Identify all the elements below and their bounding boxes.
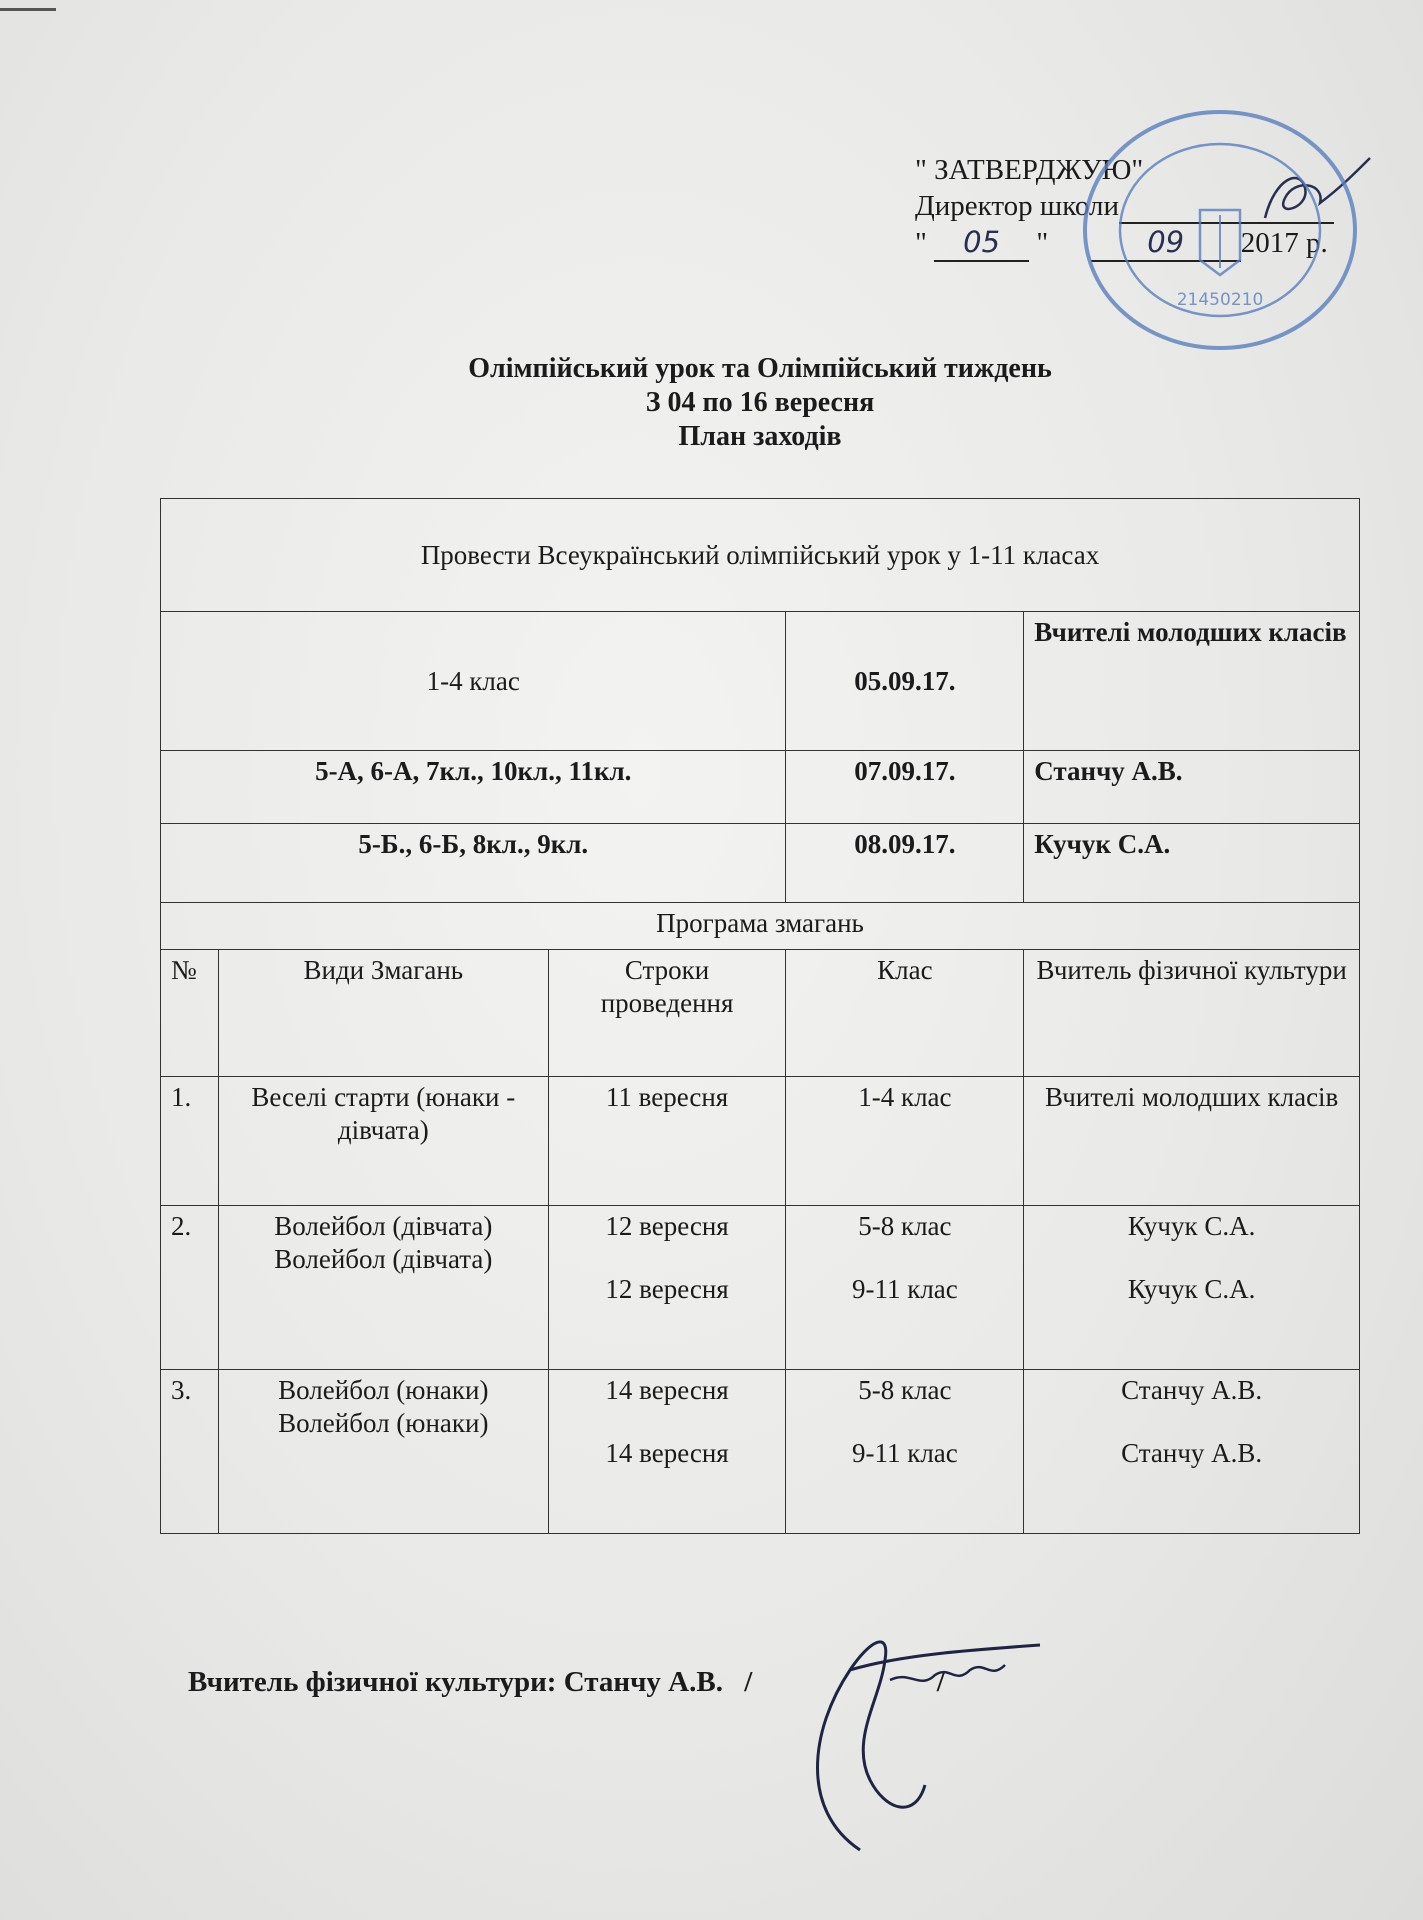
row-grade: 1-4 клас	[786, 1077, 1024, 1206]
row-sport: Веселі старти (юнаки - дівчата)	[218, 1077, 548, 1206]
title-line-2: З 04 по 16 вересня	[645, 387, 875, 418]
row-date: 11 вересня	[548, 1077, 786, 1206]
title-line-3: План заходів	[678, 421, 842, 452]
footer-separator-1: /	[744, 1666, 753, 1698]
stamp-code: 21450210	[1176, 290, 1264, 310]
competition-header-row	[161, 903, 1360, 950]
row-num: 2.	[161, 1206, 219, 1370]
lesson-date: 08.09.17.	[786, 824, 1024, 903]
row-teacher-2: Кучук С.А.	[1127, 1274, 1256, 1304]
scan-edge-mark	[0, 8, 56, 11]
column-num: №	[161, 950, 219, 1077]
plan-table	[160, 498, 1360, 1534]
footer-label: Вчитель фізичної культури:	[188, 1666, 557, 1698]
row-date: 14 вересня	[605, 1375, 729, 1405]
lesson-row	[161, 824, 1360, 903]
row-teacher: Кучук С.А.	[1127, 1211, 1256, 1241]
row-teacher: Станчу А.В.	[1121, 1375, 1263, 1405]
teacher-signature	[740, 1610, 1070, 1860]
row-sport: Волейбол (дівчата)	[274, 1211, 493, 1241]
lesson-row	[161, 612, 1360, 751]
lesson-header: Провести Всеукраїнський олімпійський урок у 1-11 класах	[161, 499, 1360, 612]
lesson-date: 07.09.17.	[786, 751, 1024, 824]
footer-separator-2: /	[936, 1666, 945, 1698]
director-label: Директор школи	[915, 190, 1119, 222]
row-date-cell	[548, 1370, 786, 1534]
date-quote-open: "	[915, 227, 927, 259]
lesson-classes: 5-А, 6-А, 7кл., 10кл., 11кл.	[161, 751, 786, 824]
approval-year: 2017 р.	[1240, 227, 1328, 259]
row-teacher-cell	[1024, 1206, 1360, 1370]
competition-row	[161, 1206, 1360, 1370]
document-title	[160, 352, 1360, 454]
lesson-header-row	[161, 499, 1360, 612]
column-date: Строки проведення	[548, 950, 786, 1077]
row-grade: 5-8 клас	[858, 1375, 952, 1405]
lesson-teacher: Вчителі молодших класів	[1024, 612, 1360, 751]
row-num: 3.	[161, 1370, 219, 1534]
row-grade-2: 9-11 клас	[851, 1438, 958, 1468]
row-num: 1.	[161, 1077, 219, 1206]
competition-columns-row	[161, 950, 1360, 1077]
title-line-1: Олімпійський урок та Олімпійський тиждень	[468, 353, 1052, 384]
competition-row	[161, 1077, 1360, 1206]
approval-day: 05	[934, 224, 1029, 262]
column-teacher: Вчитель фізичної культури	[1024, 950, 1360, 1077]
row-sport-2: Волейбол (дівчата)	[274, 1244, 493, 1274]
row-grade-cell	[786, 1370, 1024, 1534]
row-grade: 5-8 клас	[858, 1211, 952, 1241]
row-sport-2: Волейбол (юнаки)	[278, 1408, 489, 1438]
date-quote-close: "	[1036, 227, 1049, 259]
approval-header: " ЗАТВЕРДЖУЮ"	[915, 154, 1144, 186]
lesson-row	[161, 751, 1360, 824]
competition-header: Програма змагань	[161, 903, 1360, 950]
lesson-teacher: Станчу А.В.	[1024, 751, 1360, 824]
row-date-cell	[548, 1206, 786, 1370]
row-grade-cell	[786, 1206, 1024, 1370]
row-teacher-2: Станчу А.В.	[1121, 1438, 1263, 1468]
row-teacher-cell	[1024, 1370, 1360, 1534]
school-stamp	[1075, 100, 1365, 360]
row-teacher: Вчителі молодших класів	[1024, 1077, 1360, 1206]
lesson-date: 05.09.17.	[786, 612, 1024, 751]
approval-month: 09	[1091, 224, 1241, 262]
column-grade: Клас	[786, 950, 1024, 1077]
row-sport: Волейбол (юнаки)	[278, 1375, 489, 1405]
lesson-teacher: Кучук С.А.	[1024, 824, 1360, 903]
footer-name: Станчу А.В.	[563, 1666, 723, 1698]
row-sport-cell	[218, 1370, 548, 1534]
row-sport-cell	[218, 1206, 548, 1370]
row-date-2: 12 вересня	[605, 1274, 729, 1304]
row-date-2: 14 вересня	[605, 1438, 729, 1468]
lesson-classes: 5-Б., 6-Б, 8кл., 9кл.	[161, 824, 786, 903]
row-date: 12 вересня	[605, 1211, 729, 1241]
lesson-classes: 1-4 клас	[161, 612, 786, 751]
row-grade-2: 9-11 клас	[851, 1274, 958, 1304]
competition-row	[161, 1370, 1360, 1534]
column-sport: Види Змагань	[218, 950, 548, 1077]
